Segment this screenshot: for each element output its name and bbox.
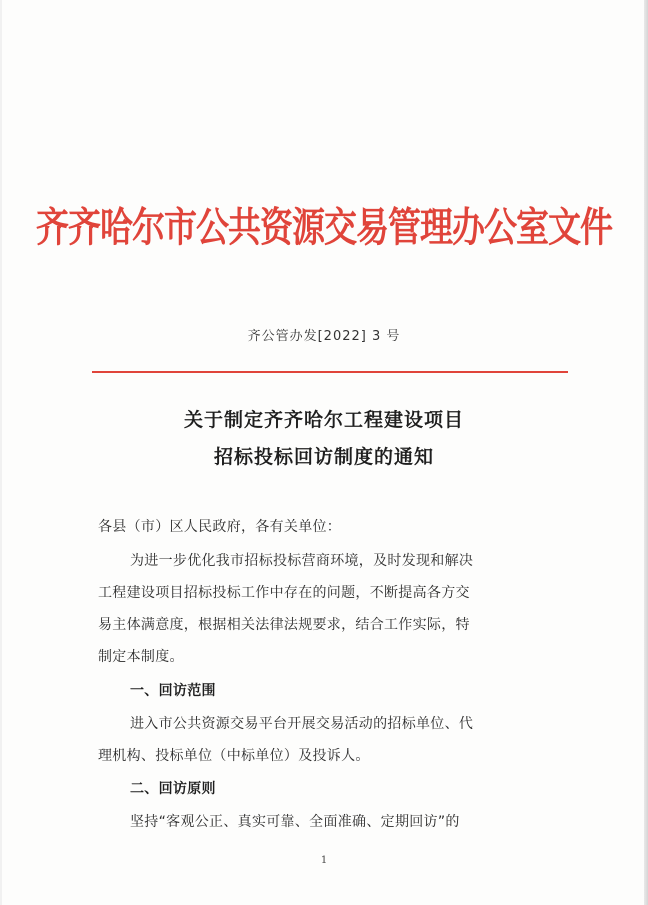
notice-title-line-1: 关于制定齐齐哈尔工程建设项目 — [183, 409, 464, 431]
section-1-heading: 一、回访范围 — [130, 683, 216, 699]
notice-title-line-2: 招标投标回访制度的通知 — [213, 446, 434, 468]
intro-paragraph-line: 制定本制度。 — [98, 649, 184, 665]
intro-paragraph-line: 为进一步优化我市招标投标营商环境，及时发现和解决 — [130, 553, 474, 569]
section-2-line: 坚持“客观公正、真实可靠、全面准确、定期回访”的 — [130, 814, 460, 830]
section-1-line: 进入市公共资源交易平台开展交易活动的招标单位、代 — [130, 716, 474, 732]
intro-paragraph-line: 工程建设项目招标投标工作中存在的问题，不断提高各方交 — [98, 585, 470, 601]
document-header-title: 齐齐哈尔市公共资源交易管理办公室文件 — [36, 203, 612, 251]
section-1-line: 理机构、投标单位（中标单位）及投诉人。 — [98, 748, 370, 764]
salutation: 各县（市）区人民政府，各有关单位： — [98, 519, 342, 535]
intro-paragraph-line: 易主体满意度，根据相关法律法规要求，结合工作实际，特 — [98, 617, 470, 633]
red-divider-line — [92, 371, 568, 373]
section-2-heading: 二、回访原则 — [130, 781, 216, 797]
page-number: 1 — [320, 855, 328, 866]
document-number: 齐公管办发[2022] 3 号 — [247, 329, 401, 344]
